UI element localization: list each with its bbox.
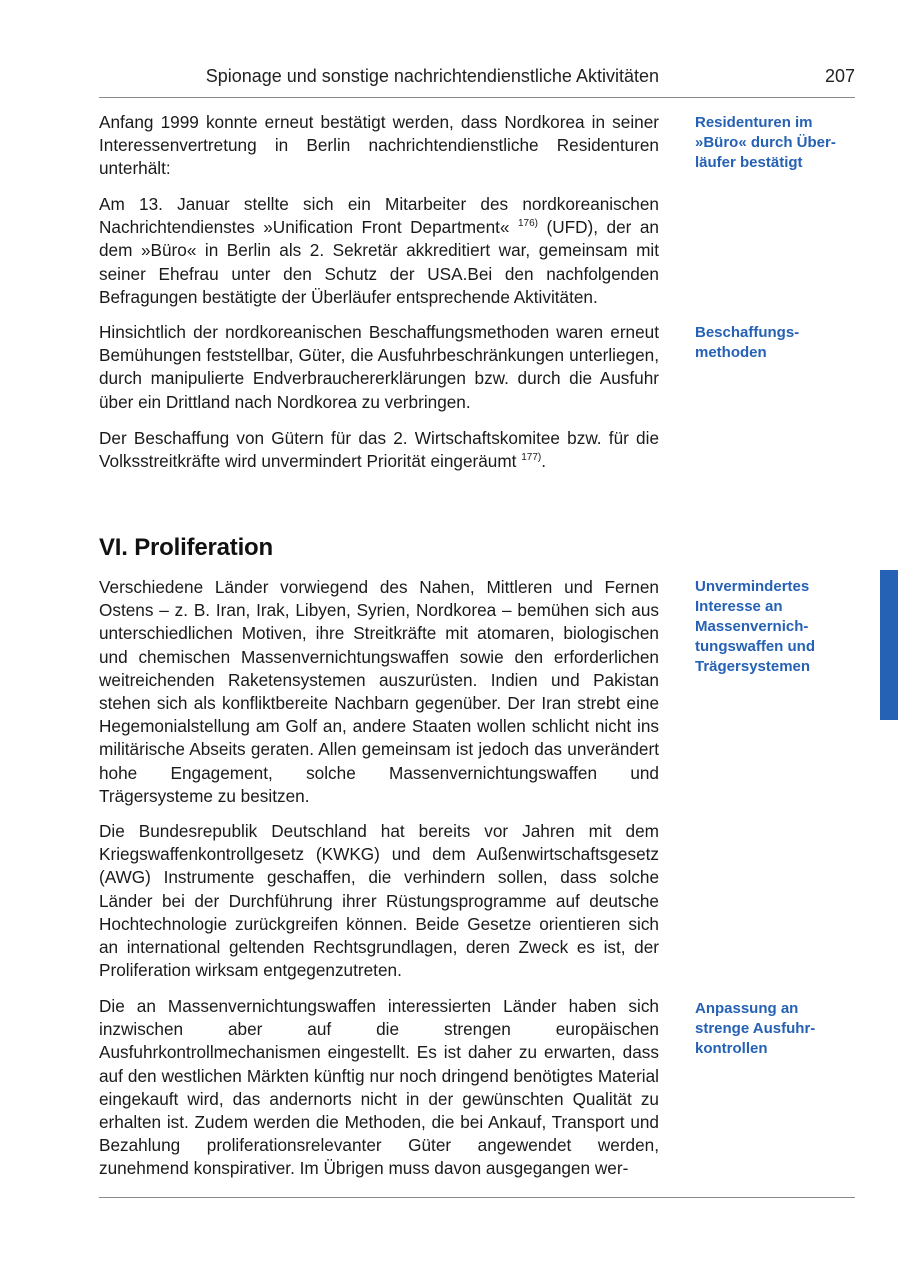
paragraph-priority-text-a: Der Beschaffung von Gütern für das 2. Wirtschaftskomitee bzw. für die Volksstreitkräfte wird unvermindert Priorität eingeräumt: [99, 428, 659, 472]
margin-note-line: »Büro« durch Über-: [695, 134, 836, 151]
margin-note-line: Trägersystemen: [695, 658, 811, 675]
margin-note-line: methoden: [695, 344, 767, 361]
paragraph-defector: [99, 193, 659, 309]
paragraph-procurement-priority: [99, 427, 659, 473]
margin-note-undiminished-interest: [695, 577, 865, 677]
footnote-ref-177[interactable]: 177): [521, 452, 542, 464]
margin-note-line: strenge Ausfuhr-: [695, 1020, 816, 1037]
paragraph-proliferation-countries: Verschiedene Länder vorwiegend des Nahen, Mittleren und Fernen Ostens – z. B. Iran, Irak, Libyen, Syrien, Nordkorea – bemühen sich aus unterschiedlichen Motiven, ihre Streitkräfte mit atomaren, biologischen und chemischen Massenvernichtungswaffen sowie den erforderlichen weitreichenden Raketensystemen auszurüsten. Indien und Pakistan stehen sich als konfliktbereite Nachbarn gegenüber. Der Iran strebt eine Hegemonialstellung am Golf an, andere Staaten wollen schlicht nicht ins militärische Abseits geraten. Allen gemeinsam ist jedoch das unverändert hohe Engagement, solche Massenvernichtungswaffen und Trägersysteme zu besitzen.: [99, 577, 659, 806]
margin-note-line: Beschaffungs-: [695, 324, 800, 341]
paragraph-export-laws: Die Bundesrepublik Deutschland hat bereits vor Jahren mit dem Kriegswaffenkontrollgesetz (KWKG) und dem Außenwirtschaftsgesetz (AWG) Instrumente geschaffen, die verhindern sollen, dass solche Länder bei der Durchführung ihrer Rüstungsprogramme auf deutsche Hochtechnologie zurückgreifen können. Beide Gesetze orientieren sich an international geltenden Rechtsgrundlagen, deren Zweck es ist, der Proliferation wirksam entgegenzutreten.: [99, 821, 659, 981]
margin-note-line: kontrollen: [695, 1040, 768, 1057]
header-divider: [99, 97, 855, 98]
margin-note-line: läufer bestätigt: [695, 154, 803, 171]
margin-note-residenturen: [695, 113, 865, 173]
page-number: 207: [824, 66, 855, 86]
margin-note-line: Residenturen im: [695, 114, 813, 131]
margin-note-line: Massenvernich-: [695, 618, 809, 635]
margin-note-procurement: [695, 323, 865, 363]
chapter-thumb-tab: [880, 570, 898, 720]
footnote-ref-176[interactable]: 176): [517, 218, 538, 230]
margin-note-line: tungswaffen und: [695, 638, 815, 655]
paragraph-residenturen: Anfang 1999 konnte erneut bestätigt werden, dass Nordkorea in seiner Interessenvertretung in Berlin nachrichtendienstliche Residenturen unterhält:: [99, 112, 659, 179]
margin-note-line: Unvermindertes: [695, 578, 810, 595]
margin-note-line: Anpassung an: [695, 1000, 799, 1017]
paragraph-defector-text-a: Am 13. Januar stellte sich ein Mitarbeiter des nordkoreanischen Nachrichtendienstes »Unification Front Department«: [99, 194, 659, 238]
paragraph-procurement-methods: Hinsichtlich der nordkoreanischen Beschaffungsmethoden waren erneut Bemühungen feststellbar, Güter, die Ausfuhrbeschränkungen unterliegen, durch manipulierte Endverbrauchererklärungen bzw. durch die Ausfuhr über ein Drittland nach Nordkorea zu verbringen.: [99, 322, 659, 412]
footer-divider: [99, 1197, 855, 1198]
section-heading: VI. Proliferation: [99, 534, 273, 561]
margin-note-line: Interesse an: [695, 598, 783, 615]
paragraph-defector-text-b: (UFD), der an dem »Büro« in Berlin als 2. Sekretär akkreditiert war, gemeinsam mit seiner Ehefrau unter den Schutz der USA.Bei den nachfolgenden Befragungen bestätigte der Überläufer entsprechende Aktivitäten.: [99, 217, 659, 307]
running-title: Spionage und sonstige nachrichtendienstliche Aktivitäten: [205, 66, 659, 86]
margin-note-export-controls: [695, 999, 865, 1059]
paragraph-priority-text-b: .: [541, 451, 547, 472]
paragraph-export-control-adaptation: Die an Massenvernichtungswaffen interessierten Länder haben sich inzwischen aber auf die strengen europäischen Ausfuhrkontrollmechanismen eingestellt. Es ist daher zu erwarten, dass auf den westlichen Märkten künftig nur noch dringend benötigtes Material eingekauft wird, das andernorts nicht in der gewünschten Qualität zu erhalten ist. Zudem werden die Methoden, die bei Ankauf, Transport und Bezahlung proliferationsrelevanter Güter angewendet werden, zunehmend konspirativer. Im Übrigen muss davon ausgegangen wer-: [99, 996, 659, 1179]
page-header: [99, 66, 855, 94]
